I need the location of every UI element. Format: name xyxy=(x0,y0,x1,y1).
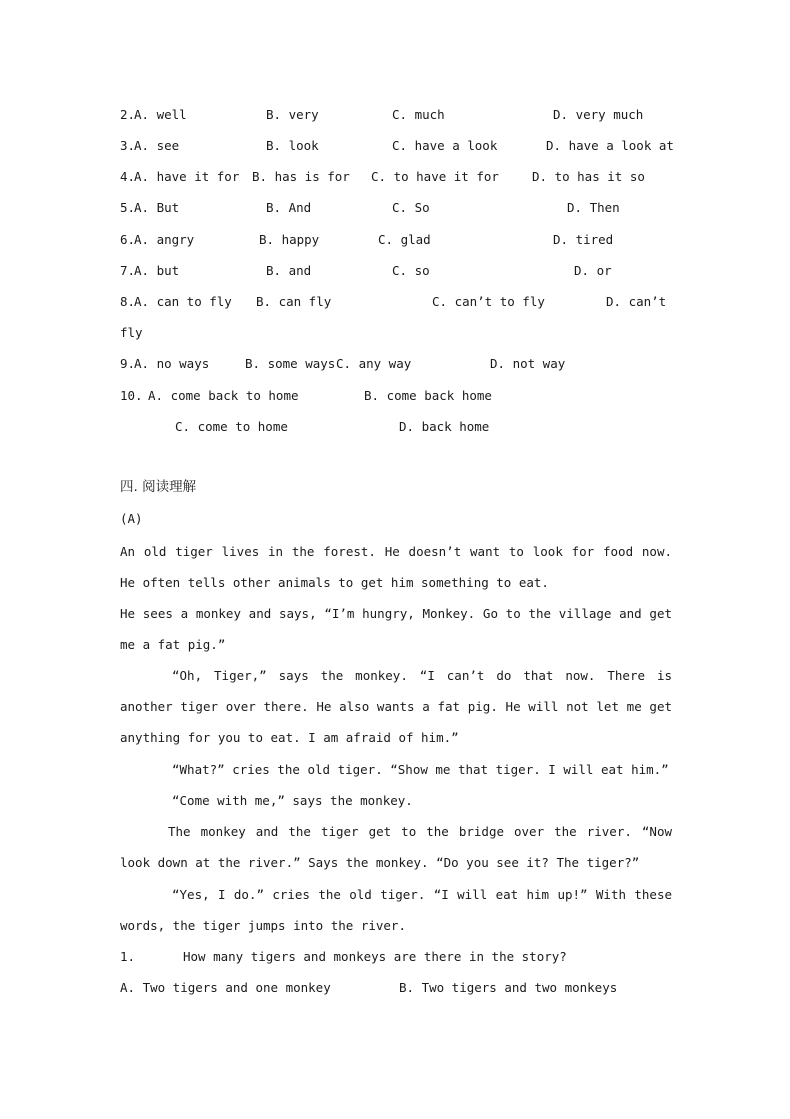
option-d: D. or xyxy=(574,263,612,278)
question-number: 1. xyxy=(120,949,136,964)
option-d: D. have a look at xyxy=(546,138,674,153)
option-c: C. can’t to fly xyxy=(432,294,545,309)
question-text: How many tigers and monkeys are there in the story? xyxy=(183,949,567,964)
question-1-options xyxy=(0,980,618,1028)
option-b: B. and xyxy=(266,263,312,278)
option-c: C. So xyxy=(392,200,430,215)
option-c: C. come to home xyxy=(175,419,288,434)
option-a: A. well xyxy=(134,107,187,122)
option-a: A. come back to home xyxy=(148,388,299,403)
option-b: B. look xyxy=(266,138,319,153)
option-b: B. some ways xyxy=(245,356,336,371)
story-paragraph-5: “Come with me,” says the monkey. xyxy=(172,793,413,808)
question-number: 5. xyxy=(120,200,136,215)
option-a: A. but xyxy=(134,263,180,278)
section-heading: 四. 阅读理解 xyxy=(120,479,197,495)
option-a: A. But xyxy=(134,200,180,215)
option-b: B. has is for xyxy=(252,169,350,184)
option-a-continued: fly xyxy=(120,325,143,340)
option-a: A. have it for xyxy=(134,169,240,184)
answer-option-b: B. Two tigers and two monkeys xyxy=(399,980,618,995)
story-paragraph-3: “Oh, Tiger,” says the monkey. “I can’t do that now. There is another tiger over there. He also wants a fat pig. He will not let me get anything for you to eat. I am afraid of him.” xyxy=(120,668,672,746)
option-c: C. any way xyxy=(336,356,412,371)
option-c: C. so xyxy=(392,263,430,278)
option-a: A. no ways xyxy=(134,356,210,371)
option-d: D. back home xyxy=(399,419,490,434)
option-b: B. happy xyxy=(259,232,320,247)
question-number: 6. xyxy=(120,232,136,247)
option-b: B. And xyxy=(266,200,312,215)
question-number: 2. xyxy=(120,107,136,122)
question-number: 4. xyxy=(120,169,136,184)
question-number: 9. xyxy=(120,356,136,371)
passage-label: (A) xyxy=(120,511,143,526)
option-d: D. tired xyxy=(553,232,614,247)
option-d: D. to has it so xyxy=(532,169,645,184)
story-paragraph-2: He sees a monkey and says, “I’m hungry, Monkey. Go to the village and get me a fat pig.” xyxy=(120,606,672,653)
option-b: B. very xyxy=(266,107,319,122)
option-c: C. have a look xyxy=(392,138,498,153)
story-paragraph-4: “What?” cries the old tiger. “Show me that tiger. I will eat him.” xyxy=(172,762,669,777)
option-b: B. can fly xyxy=(256,294,332,309)
option-d: D. Then xyxy=(567,200,620,215)
answer-option-a: A. Two tigers and one monkey xyxy=(120,980,331,995)
question-number: 3. xyxy=(120,138,136,153)
option-c: C. to have it for xyxy=(371,169,499,184)
option-a: A. see xyxy=(134,138,180,153)
option-row-10-continued xyxy=(0,419,490,467)
option-d: D. not way xyxy=(490,356,566,371)
option-row-8-continued xyxy=(0,325,143,357)
option-c: C. glad xyxy=(378,232,431,247)
story-paragraph-7: “Yes, I do.” cries the old tiger. “I will eat him up!” With these words, the tiger jumps into the river. xyxy=(120,887,672,934)
option-b: B. come back home xyxy=(364,388,492,403)
option-c: C. much xyxy=(392,107,445,122)
story-paragraph-6: The monkey and the tiger get to the bridge over the river. “Now look down at the river.” Says the monkey. “Do you see it? The tiger?” xyxy=(120,824,672,871)
option-d: D. can’t xyxy=(606,294,667,309)
story-paragraph-1: An old tiger lives in the forest. He doesn’t want to look for food now. He often tells other animals to get him something to eat. xyxy=(120,544,672,591)
option-d: D. very much xyxy=(553,107,644,122)
question-number: 7. xyxy=(120,263,136,278)
option-a: A. can to fly xyxy=(134,294,232,309)
question-number: 10. xyxy=(120,388,143,403)
question-number: 8. xyxy=(120,294,136,309)
option-a: A. angry xyxy=(134,232,195,247)
